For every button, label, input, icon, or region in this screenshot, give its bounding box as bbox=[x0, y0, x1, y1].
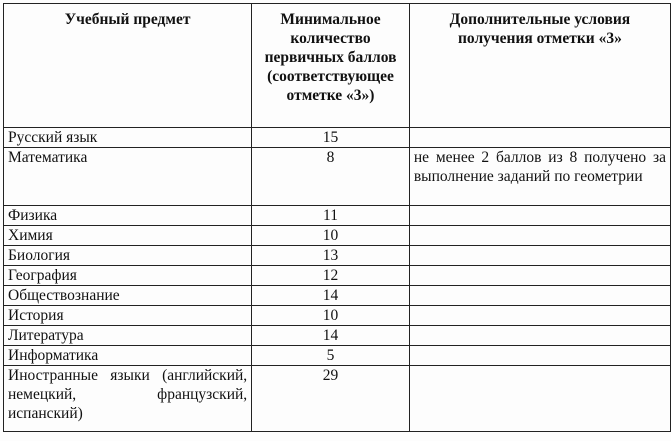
subject-cell: История bbox=[4, 306, 252, 326]
subject-cell: Математика bbox=[4, 148, 252, 206]
score-cell: 10 bbox=[252, 226, 410, 246]
subject-cell: Русский язык bbox=[4, 128, 252, 148]
condition-cell bbox=[409, 306, 670, 326]
condition-cell bbox=[409, 226, 670, 246]
table-row bbox=[4, 128, 671, 148]
table-row bbox=[4, 226, 671, 246]
subject-cell: Литература bbox=[4, 326, 252, 346]
grades-table bbox=[3, 3, 671, 432]
table-row bbox=[4, 206, 671, 226]
score-cell: 15 bbox=[252, 128, 410, 148]
header-conditions: Дополнительные условия получения отметки «3» bbox=[409, 4, 670, 128]
subject-cell: Химия bbox=[4, 226, 252, 246]
table-row bbox=[4, 246, 671, 266]
score-cell: 8 bbox=[252, 148, 410, 206]
condition-cell bbox=[409, 326, 670, 346]
table-row bbox=[4, 366, 671, 432]
table-row bbox=[4, 286, 671, 306]
score-cell: 12 bbox=[252, 266, 410, 286]
condition-cell bbox=[409, 286, 670, 306]
score-cell: 14 bbox=[252, 326, 410, 346]
condition-cell bbox=[409, 128, 670, 148]
score-cell: 13 bbox=[252, 246, 410, 266]
table-row bbox=[4, 148, 671, 206]
subject-cell: География bbox=[4, 266, 252, 286]
table-row bbox=[4, 326, 671, 346]
score-cell: 14 bbox=[252, 286, 410, 306]
header-subject: Учебный предмет bbox=[4, 4, 252, 128]
score-cell: 10 bbox=[252, 306, 410, 326]
subject-cell: Информатика bbox=[4, 346, 252, 366]
condition-cell bbox=[409, 366, 670, 432]
condition-cell bbox=[409, 246, 670, 266]
condition-cell bbox=[409, 346, 670, 366]
condition-cell bbox=[409, 206, 670, 226]
subject-cell: Физика bbox=[4, 206, 252, 226]
table-row bbox=[4, 306, 671, 326]
subject-cell: Иностранные языки (английский, немецкий, французский, испанский) bbox=[4, 366, 252, 432]
condition-cell bbox=[409, 266, 670, 286]
table-row bbox=[4, 346, 671, 366]
score-cell: 11 bbox=[252, 206, 410, 226]
subject-cell: Биология bbox=[4, 246, 252, 266]
subject-cell: Обществознание bbox=[4, 286, 252, 306]
header-min-score: Минимальное количество первичных баллов (соответствующее отметке «3») bbox=[252, 4, 410, 128]
table-row bbox=[4, 266, 671, 286]
score-cell: 5 bbox=[252, 346, 410, 366]
table-header-row bbox=[4, 4, 671, 128]
score-cell: 29 bbox=[252, 366, 410, 432]
condition-cell: не менее 2 баллов из 8 получено за выполнение заданий по геометрии bbox=[409, 148, 670, 206]
